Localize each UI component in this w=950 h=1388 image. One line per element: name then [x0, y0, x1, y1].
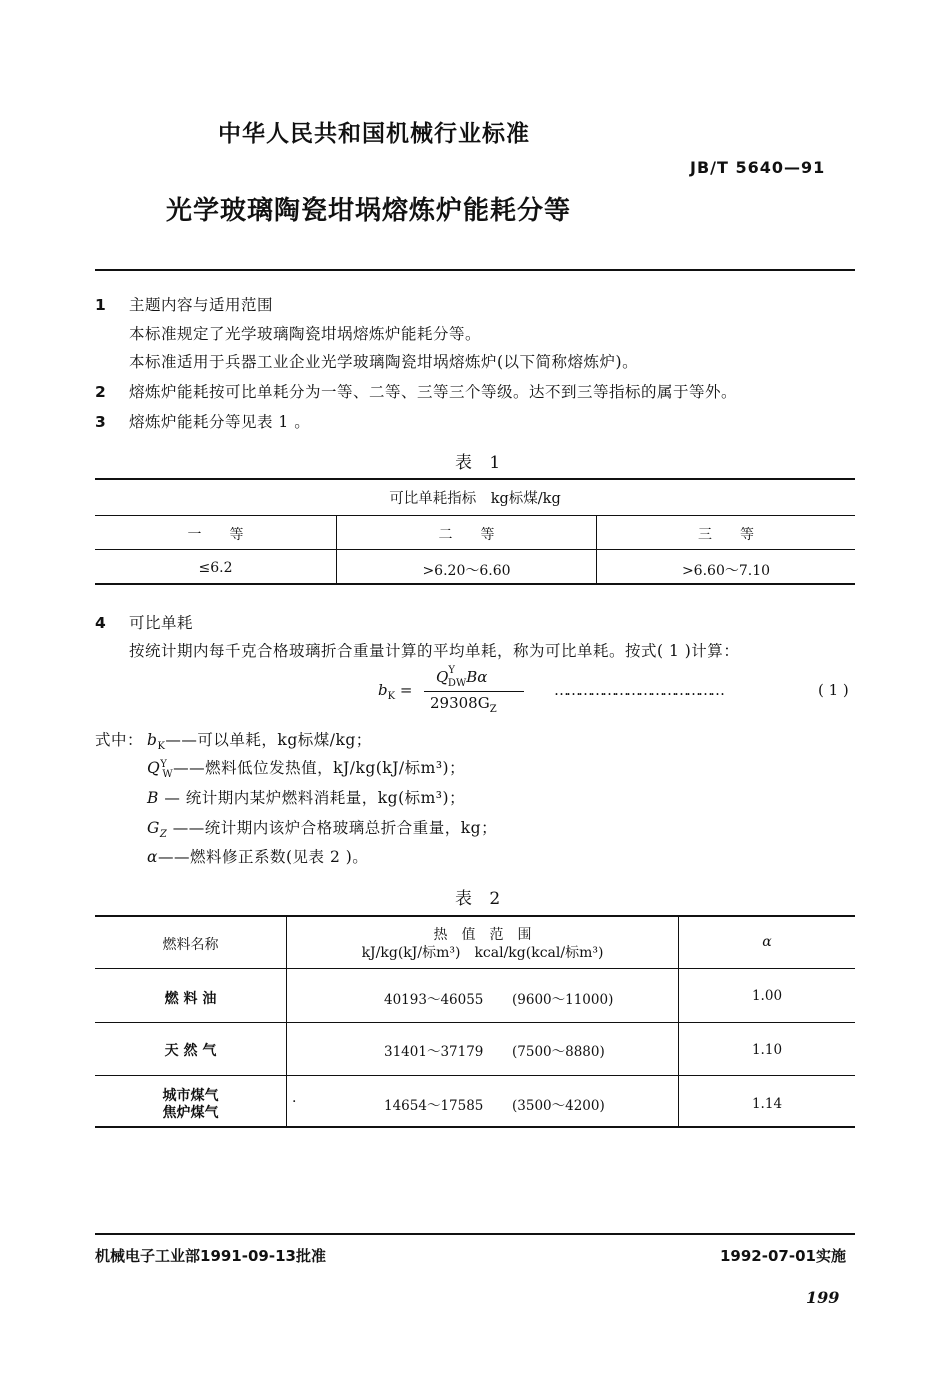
grade-1-label: 一 等 — [187, 527, 244, 543]
table-1-top-rule — [95, 478, 855, 480]
alpha-header: α — [762, 934, 772, 950]
alpha-value: 1.00 — [751, 988, 783, 1004]
legend-item: $G_Z$ ——统计期内该炉合格玻璃总折合重量，kg； — [147, 819, 498, 841]
section-1-paragraph-1: 本标准规定了光学玻璃陶瓷坩埚熔炼炉能耗分等。 — [129, 325, 482, 343]
approval-note: 机械电子工业部1991-09-13批准 — [95, 1247, 326, 1265]
fuel-name: 燃 料 油 — [164, 991, 217, 1007]
alpha-value: 1.10 — [751, 1042, 783, 1058]
page-number: 199 — [806, 1288, 840, 1307]
section-text: 熔炼炉能耗按可比单耗分为一等、二等、三等三个等级。达不到三等指标的属于等外。 — [129, 383, 738, 401]
table-1-header-rule — [95, 515, 855, 516]
grade-3-value: >6.60～7.10 — [681, 563, 771, 579]
section-2 — [95, 380, 737, 402]
table-2-bottom-rule — [95, 1126, 855, 1128]
standard-code: JB/T 5640—91 — [690, 158, 826, 177]
grade-3-label: 三 等 — [698, 527, 754, 543]
row-mark: · — [292, 1094, 297, 1110]
section-title: 可比单耗 — [129, 614, 194, 632]
formula-leader-dots: …………………………………… — [554, 681, 722, 699]
grade-2-label: 二 等 — [438, 527, 495, 543]
header-rule — [95, 269, 855, 271]
fuel-name-header: 燃料名称 — [162, 937, 219, 953]
formula-number: ( 1 ) — [818, 681, 849, 699]
legend-item: $b_K——$可以单耗，kg标煤/kg； — [147, 731, 372, 753]
formula-numerator: $Q^Y_{DW}B\alpha$ — [436, 665, 488, 689]
grade-1-value: ≤6.2 — [198, 560, 233, 576]
section-number: 1 — [95, 296, 107, 314]
legend-item: $Q^Y_W——$燃料低位发热值，kJ/kg(kJ/标m³)； — [147, 758, 466, 781]
table-2-row-rule — [95, 1075, 855, 1076]
fuel-name: 城市煤气 — [162, 1088, 219, 1104]
table-2-header-rule — [95, 968, 855, 969]
section-title: 主题内容与适用范围 — [129, 296, 274, 314]
heat-range-kj: 14654～17585 — [384, 1098, 484, 1114]
legend-prefix: 式中： — [95, 731, 144, 749]
fuel-name: 天 然 气 — [164, 1043, 217, 1059]
formula-denominator: $29308G_Z$ — [430, 694, 497, 715]
heat-range-kcal: (9600～11000) — [512, 992, 614, 1008]
table-1-caption: 表 1 — [455, 453, 507, 473]
heat-range-kcal: (3500～4200) — [512, 1098, 605, 1114]
section-text: 熔炼炉能耗分等见表 1 。 — [129, 413, 311, 431]
alpha-value: 1.14 — [751, 1096, 783, 1112]
section-number: 3 — [95, 413, 107, 431]
heat-range-header-top: 热 值 范 围 — [433, 927, 532, 943]
legend-item: B — 统计期内某炉燃料消耗量，kg(标m³)； — [147, 789, 466, 807]
section-1-paragraph-2: 本标准适用于兵器工业企业光学玻璃陶瓷坩埚熔炼炉(以下简称熔炼炉)。 — [129, 353, 639, 371]
document-title: 光学玻璃陶瓷坩埚熔炼炉能耗分等 — [166, 196, 572, 226]
table-1-bottom-rule — [95, 583, 855, 585]
section-number: 4 — [95, 614, 107, 632]
heat-range-kj: 31401～37179 — [384, 1044, 484, 1060]
heat-range-header-units: kJ/kg(kJ/标m³) kcal/kg(kcal/标m³) — [361, 945, 604, 961]
effective-date: 1992-07-01实施 — [720, 1247, 846, 1265]
section-4-text: 按统计期内每千克合格玻璃折合重量计算的平均单耗，称为可比单耗。按式( 1 )计算： — [129, 642, 740, 660]
section-1-heading — [95, 293, 273, 315]
legend-item: α——燃料修正系数(见表 2 )。 — [147, 848, 369, 866]
heat-range-kj: 40193～46055 — [384, 992, 484, 1008]
fraction-bar — [424, 691, 524, 692]
table-2-row-rule — [95, 1022, 855, 1023]
table-2-caption: 表 2 — [455, 889, 507, 909]
issuing-body: 中华人民共和国机械行业标准 — [218, 121, 530, 147]
formula — [378, 665, 858, 718]
footer-rule — [95, 1233, 855, 1235]
section-number: 2 — [95, 383, 107, 401]
table-2-top-rule — [95, 915, 855, 917]
table-1-grade-rule — [95, 549, 855, 550]
table-1-header: 可比单耗指标 kg标煤/kg — [389, 491, 561, 507]
section-3 — [95, 410, 310, 432]
formula-lhs: $b_K$ = — [378, 681, 413, 702]
grade-2-value: >6.20～6.60 — [422, 563, 511, 579]
heat-range-kcal: (7500～8880) — [512, 1044, 605, 1060]
section-4-heading — [95, 611, 193, 633]
fuel-name: 焦炉煤气 — [162, 1105, 219, 1121]
